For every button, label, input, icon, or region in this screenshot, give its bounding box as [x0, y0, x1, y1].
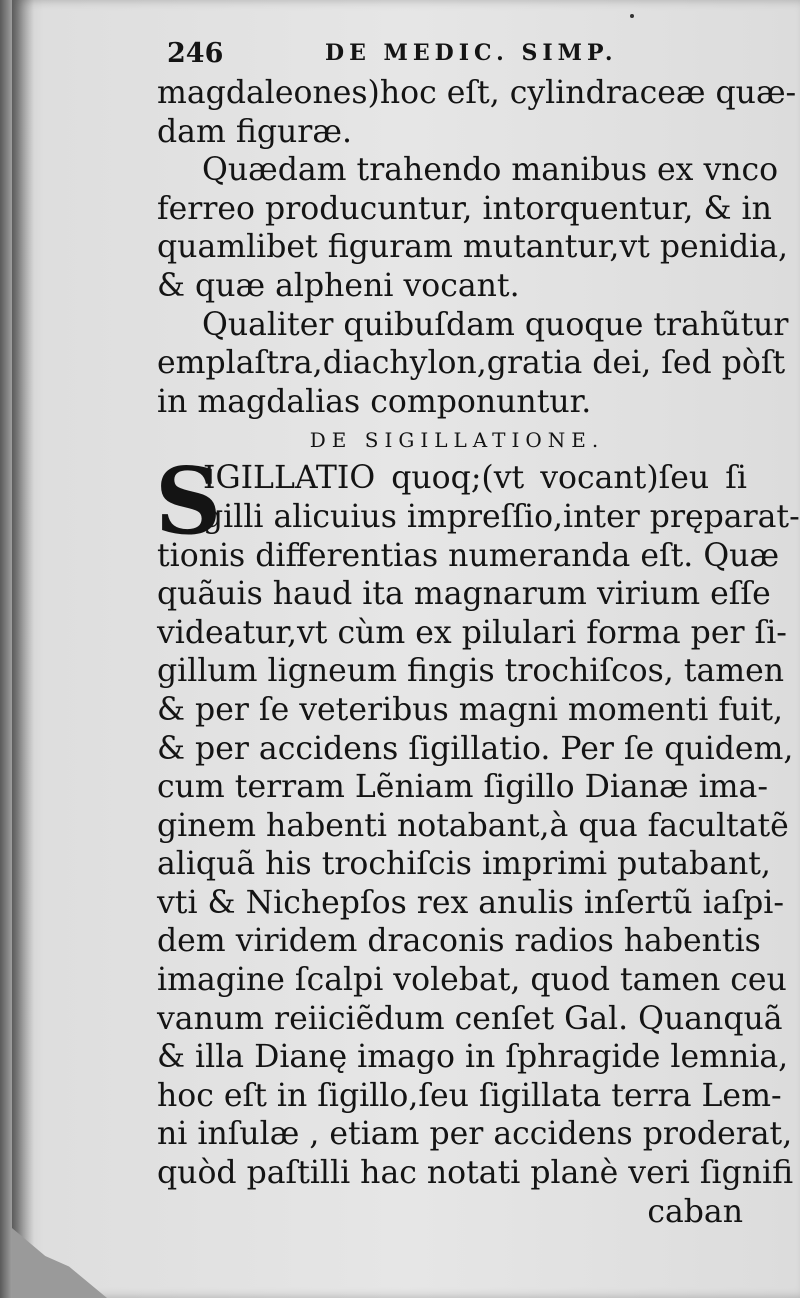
text-line: Quædam trahendo manibus ex vnco — [202, 152, 779, 189]
text-line: gillum ligneum fingis trochiſcos, tamen — [157, 653, 785, 690]
text-line: vti & Nichepſos rex anulis inſertũ iaſpi- — [157, 884, 785, 921]
text-line: & per accidens ſigillatio. Per ſe quidem, — [157, 730, 794, 767]
text-line: videatur,vt cùm ex pilulari forma per ſi- — [157, 614, 787, 651]
running-head — [157, 28, 747, 74]
page-number: 246 — [167, 38, 224, 69]
gutter-shadow — [12, 0, 34, 1298]
section-heading: DE SIGILLATIONE. — [309, 428, 605, 453]
text-line: ni inſulæ , etiam per accidens proderat, — [157, 1116, 793, 1153]
facing-page-edge — [0, 0, 12, 1298]
text-line: & per ſe veteribus magni momenti fuit, — [157, 691, 784, 728]
text-line: imagine ſcalpi volebat, quod tamen ceu — [157, 962, 787, 999]
text-line: ginem habenti notabant,à qua facultatẽ — [157, 807, 789, 844]
text-line: cum terram Lẽniam ſigillo Dianæ ima- — [157, 769, 768, 806]
text-line: dam figuræ. — [157, 113, 352, 150]
text-line: vanum reiiciẽdum cenſet Gal. Quanquã — [157, 1000, 783, 1037]
text-line: quãuis haud ita magnarum virium eſſe — [157, 576, 771, 613]
catchword: caban — [647, 1193, 743, 1230]
book-page — [12, 0, 800, 1298]
text-line: in magdalias componuntur. — [157, 383, 592, 420]
text-line: Qualiter quibuſdam quoque trahũtur — [202, 306, 789, 343]
text-line: gilli alicuius impreſſio,inter pręparat- — [203, 498, 800, 535]
text-line: emplaſtra,diachylon,gratia dei, ſed pòſt — [157, 345, 786, 382]
text-line: IGILLATIO quoq;(vt vocant)ſeu ſi — [203, 460, 747, 497]
text-line: aliquã his trochiſcis imprimi putabant, — [157, 846, 771, 883]
text-block — [155, 28, 800, 1231]
text-line: quamlibet figuram mutantur,vt penidia, — [157, 229, 789, 266]
text-line: dem viridem draconis radios habentis — [157, 923, 761, 960]
text-line: magdaleones)hoc eſt, cylindraceæ quæ- — [157, 75, 797, 111]
text-line: quòd paſtilli hac notati planè veri ſignifi — [157, 1155, 794, 1192]
ink-speck — [630, 14, 634, 18]
text-line: & quæ alpheni vocant. — [157, 267, 520, 304]
text-line: & illa Dianę imago in ſphragide lemnia, — [157, 1039, 789, 1076]
text-line: tionis differentias numeranda eſt. Quæ — [157, 537, 780, 574]
drop-cap: S — [155, 447, 222, 556]
running-head-title: DE MEDIC. SIMP. — [325, 40, 618, 66]
text-line: hoc eſt in ſigillo,ſeu ſigillata terra Lem- — [157, 1077, 782, 1114]
text-line: ferreo producuntur, intorquentur, & in — [157, 190, 772, 227]
